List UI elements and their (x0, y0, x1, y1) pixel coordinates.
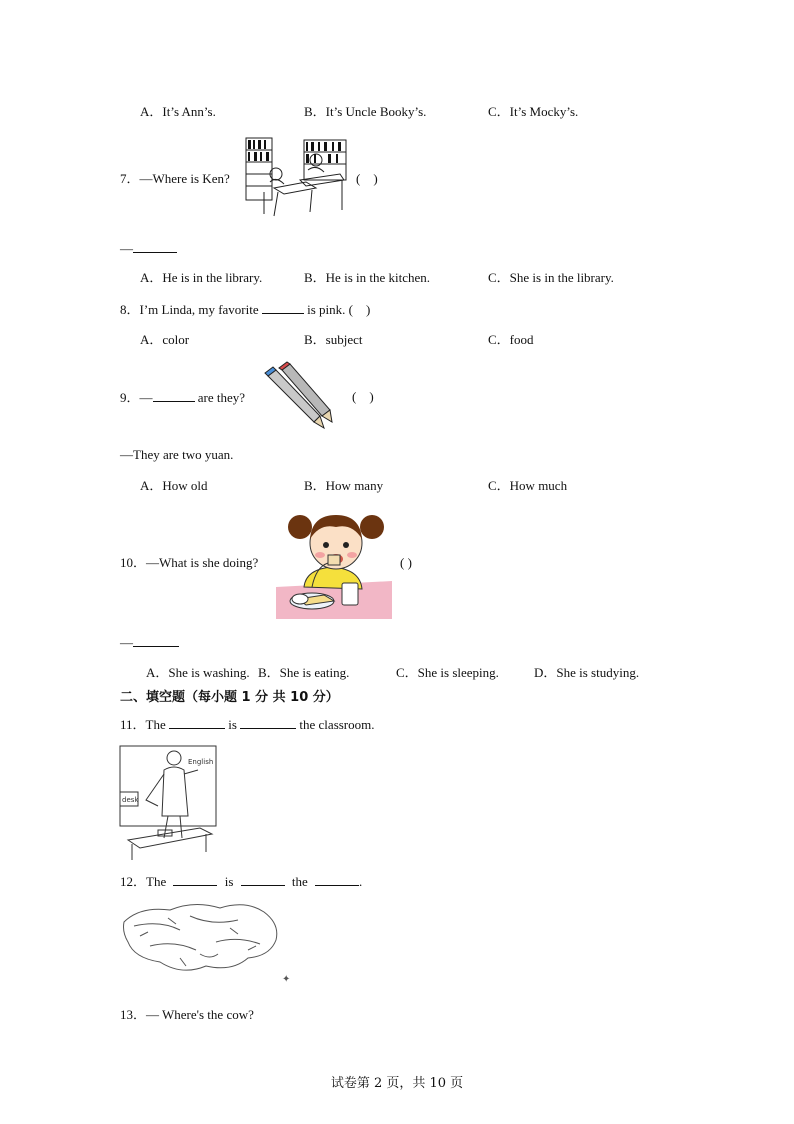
q10-option-c: C．She is sleeping. (396, 665, 499, 680)
q12-prompt (120, 873, 362, 890)
q11-blank-1[interactable] (169, 716, 225, 729)
q10-answer-line (120, 634, 179, 651)
q11-img-label-english: English (188, 758, 214, 766)
q11-prompt (120, 716, 375, 733)
q7-option-b: B．He is in the kitchen. (304, 270, 431, 285)
q12-part-2: is (224, 874, 234, 889)
q12-part-1: 12．The (120, 874, 167, 889)
q6-option-a: A．It’s Ann’s. (140, 104, 216, 119)
q9-reply: —They are two yuan. (120, 447, 234, 462)
q10-answer-blank[interactable] (133, 634, 179, 647)
q11-part-2: is (228, 717, 237, 732)
q11-img-label-desk: desk (122, 796, 139, 804)
q8-blank[interactable] (262, 301, 304, 314)
q9-answer-paren: ( ) (352, 389, 374, 404)
q8-prompt-before: 8．I’m Linda, my favorite (120, 302, 259, 317)
q10-prompt: 10．—What is she doing? (120, 555, 259, 570)
girl-eating-illustration (276, 505, 392, 619)
q9-option-a: A．How old (140, 478, 208, 493)
q12-blank-1[interactable] (173, 873, 217, 886)
q6-option-b: B．It’s Uncle Booky’s. (304, 104, 427, 119)
q10-answer-paren: ( ) (400, 555, 412, 570)
q8-option-c: C．food (488, 332, 534, 347)
teacher-classroom-illustration (118, 744, 222, 862)
page-footer: 试卷第 2 页，共 10 页 (330, 1076, 464, 1091)
q8-prompt-after: is pink. ( ) (307, 302, 371, 317)
q8-prompt (120, 301, 370, 318)
q7-answer-paren: ( ) (356, 171, 378, 186)
q8-option-b: B．subject (304, 332, 363, 347)
pencils-illustration (264, 362, 336, 432)
q13-prompt: 13．— Where's the cow? (120, 1007, 254, 1022)
q12-part-4: . (359, 874, 363, 889)
q7-prompt: 7．—Where is Ken? (120, 171, 230, 186)
q6-option-c: C．It’s Mocky’s. (488, 104, 579, 119)
q9-option-c: C．How much (488, 478, 568, 493)
q7-answer-blank[interactable] (133, 240, 177, 253)
q9-prompt (120, 389, 245, 406)
q7-option-c: C．She is in the library. (488, 270, 614, 285)
q9-prompt-after: are they? (197, 390, 246, 405)
q11-part-3: the classroom. (299, 717, 375, 732)
q9-prompt-before: 9．— (120, 390, 153, 405)
q9-blank[interactable] (153, 389, 195, 402)
q11-part-1: 11．The (120, 717, 166, 732)
q12-part-3: the (291, 874, 308, 889)
library-illustration (244, 136, 348, 220)
q10-option-b: B．She is eating. (258, 665, 350, 680)
q9-option-b: B．How many (304, 478, 384, 493)
q7-answer-line (120, 240, 177, 257)
q10-option-a: A．She is washing. (146, 665, 250, 680)
q10-answer-dash: — (120, 635, 133, 650)
q7-option-a: A．He is in the library. (140, 270, 263, 285)
q12-blank-3[interactable] (315, 873, 359, 886)
q11-blank-2[interactable] (240, 716, 296, 729)
q8-option-a: A．color (140, 332, 190, 347)
rock-illustration (120, 896, 292, 986)
q10-option-d: D．She is studying. (534, 665, 640, 680)
small-star-mark-icon: ✦ (282, 974, 291, 985)
section-2-heading: 二、填空题（每小题 1 分 共 10 分） (120, 690, 339, 705)
q12-blank-2[interactable] (241, 873, 285, 886)
q7-answer-dash: — (120, 241, 133, 256)
